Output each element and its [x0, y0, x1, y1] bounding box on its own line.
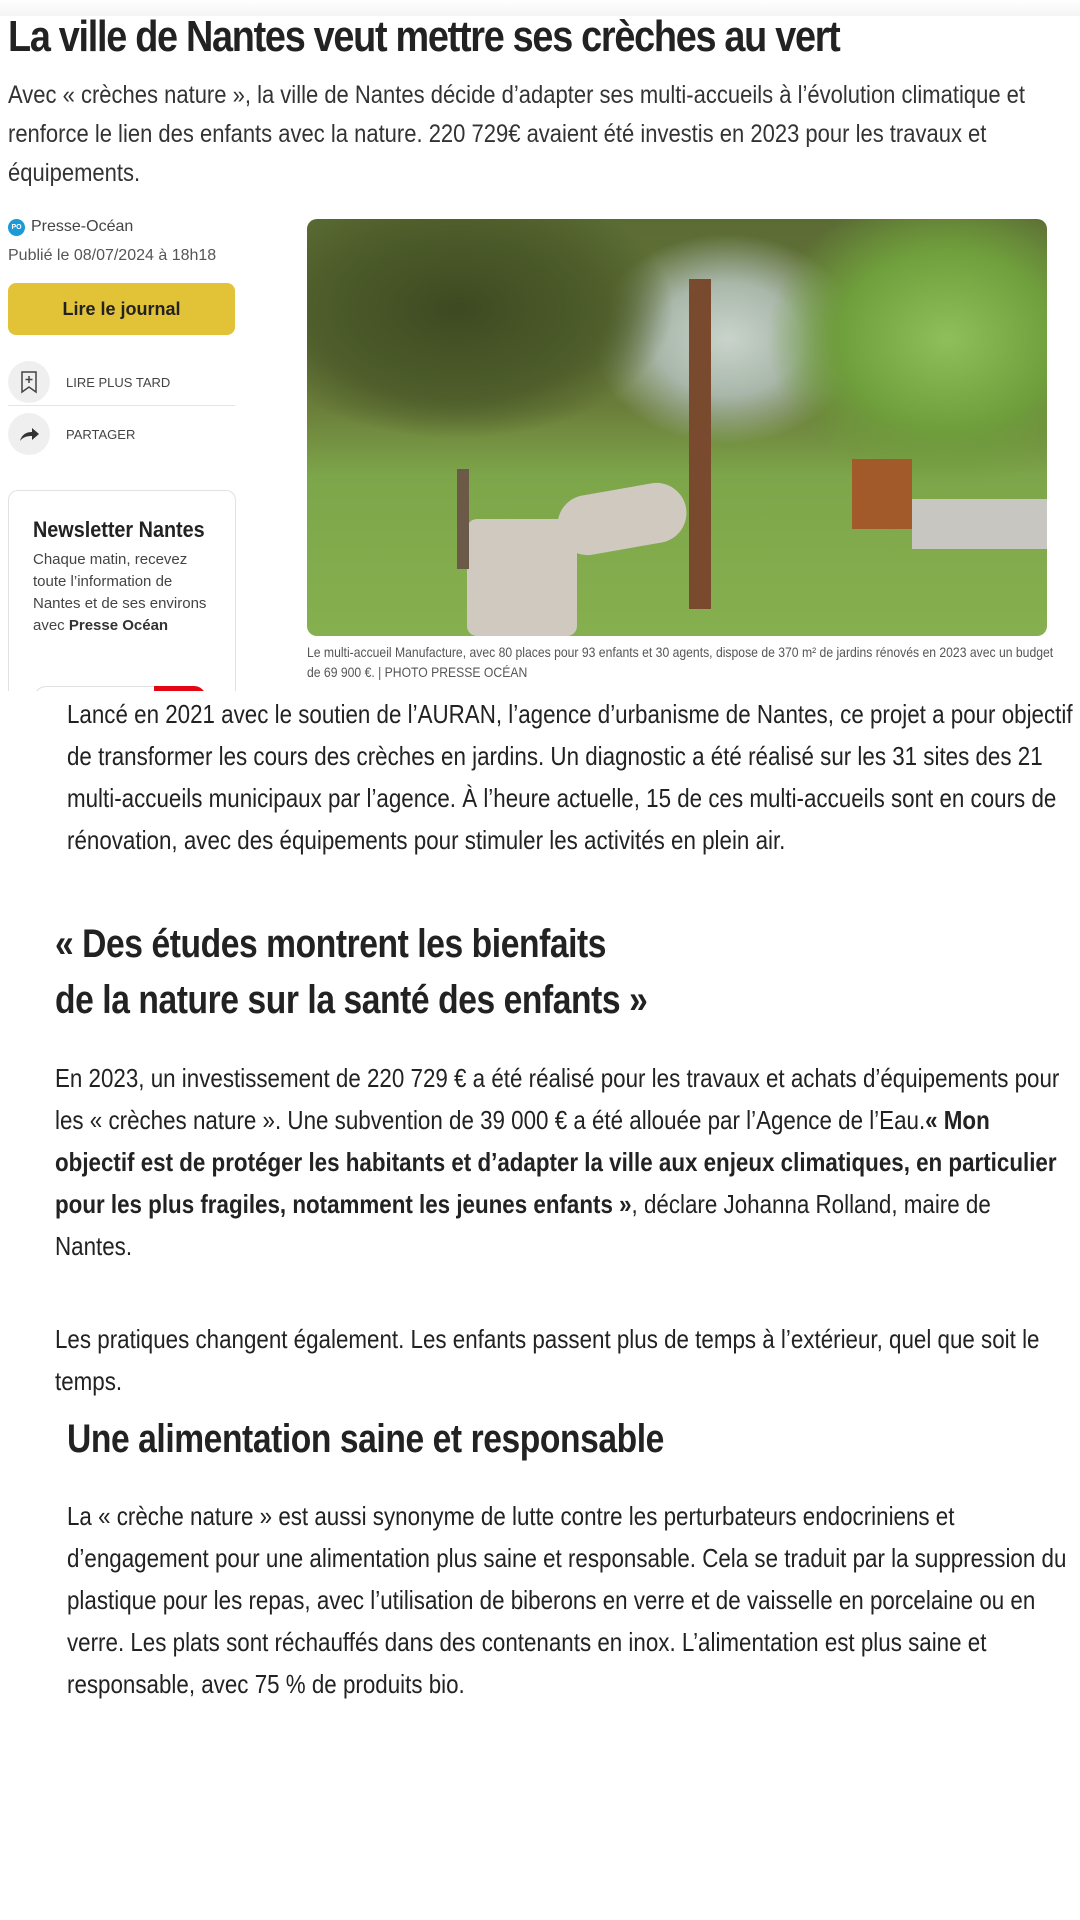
share-label: PARTAGER — [66, 426, 136, 442]
article-lead: Avec « crèches nature », la ville de Nantes décide d’adapter ses multi-accueils à l’évolution climatique et renforce le lien des enfants avec la nature. 220 729€ avaient été investis en 2023 pour les travaux et équipements. — [8, 81, 1026, 187]
read-later-label: LIRE PLUS TARD — [66, 374, 171, 390]
newsletter-email-input[interactable] — [34, 686, 155, 691]
read-later-button[interactable] — [8, 360, 235, 404]
paragraph-2 — [55, 1057, 1066, 1267]
subheading-1-line-1: « Des études montrent les bienfaits — [55, 922, 607, 966]
publication-date: Publié le 08/07/2024 à 18h18 — [8, 247, 217, 264]
photo-caption: Le multi-accueil Manufacture, avec 80 places pour 93 enfants et 30 agents, dispose de 370 m² de jardins rénovés en 2023 avec un budget de 69 900 €. | PHOTO PRESSE OCÉAN — [307, 644, 1054, 680]
paragraph-1: Lancé en 2021 avec le soutien de l’AURAN, l’agence d’urbanisme de Nantes, ce projet a pour objectif de transformer les cours des crèches en jardins. Un diagnostic a été réalisé sur les 31 sites des 21 multi-accueils municipaux par l’agence. À l’heure actuelle, 15 de ces multi-accueils sont en cours de rénovation, avec des équipements pour stimuler les activités en plein air. — [67, 699, 1073, 855]
garden-wall — [912, 499, 1047, 549]
source[interactable] — [8, 218, 133, 236]
newsletter-box — [8, 490, 236, 691]
paragraph-2-text: En 2023, un investissement de 220 729 € a été réalisé pour les travaux et achats d’équipements pour les « crèches nature ». Une subvention de 39 000 € a été allouée par l’Agence de l’Eau. — [55, 1063, 1060, 1135]
subheading-2: Une alimentation saine et responsable — [67, 1417, 664, 1461]
newsletter-title: Newsletter Nantes — [33, 517, 205, 542]
tree-trunk-left — [457, 469, 469, 569]
mayor-quote: « Mon objectif est de protéger les habitants et d’adapter la ville aux enjeux climatiques, en particulier pour les plus fragiles, notamment les jeunes enfants » — [55, 1105, 1057, 1219]
newsletter-brand: Presse Océan — [68, 617, 169, 634]
bookmark-plus-icon — [8, 361, 50, 403]
paragraph-3: Les pratiques changent également. Les enfants passent plus de temps à l’extérieur, quel que soit le temps. — [55, 1324, 1040, 1396]
quote-attribution: , déclare Johanna Rolland, maire de Nantes. — [55, 1189, 991, 1261]
presse-ocean-logo-icon: PO — [8, 219, 25, 236]
newsletter-text: Chaque matin, recevez toute l’information de Nantes et de ses environs avec — [33, 551, 207, 634]
read-newspaper-button[interactable]: Lire le journal — [8, 283, 235, 335]
subheading-1 — [55, 916, 979, 1028]
newsletter-submit-button[interactable] — [154, 686, 206, 691]
paragraph-4: La « crèche nature » est aussi synonyme de lutte contre les perturbateurs endocriniens et d’engagement pour une alimentation plus saine et responsable. Cela se traduit par la suppression du plastique pour les repas, avec l’utilisation de biberons en verre et de vaisselle en porcelaine ou en verre. Les plats sont réchauffés dans des contenants en inox. L’alimentation est plus saine et responsable, avec 75 % de produits bio. — [67, 1501, 1067, 1699]
share-arrow-icon — [8, 413, 50, 455]
newsletter-description — [33, 549, 213, 637]
garden-path-lower — [467, 519, 577, 636]
article-title: La ville de Nantes veut mettre ses crèches au vert — [8, 12, 840, 61]
source-name[interactable]: Presse-Océan — [31, 218, 134, 235]
article-photo[interactable] — [307, 219, 1047, 636]
divider — [8, 405, 235, 406]
tree-trunk — [689, 279, 711, 609]
share-button[interactable] — [8, 412, 235, 456]
garden-shed — [852, 459, 912, 529]
subheading-1-line-2: de la nature sur la santé des enfants » — [55, 978, 648, 1022]
